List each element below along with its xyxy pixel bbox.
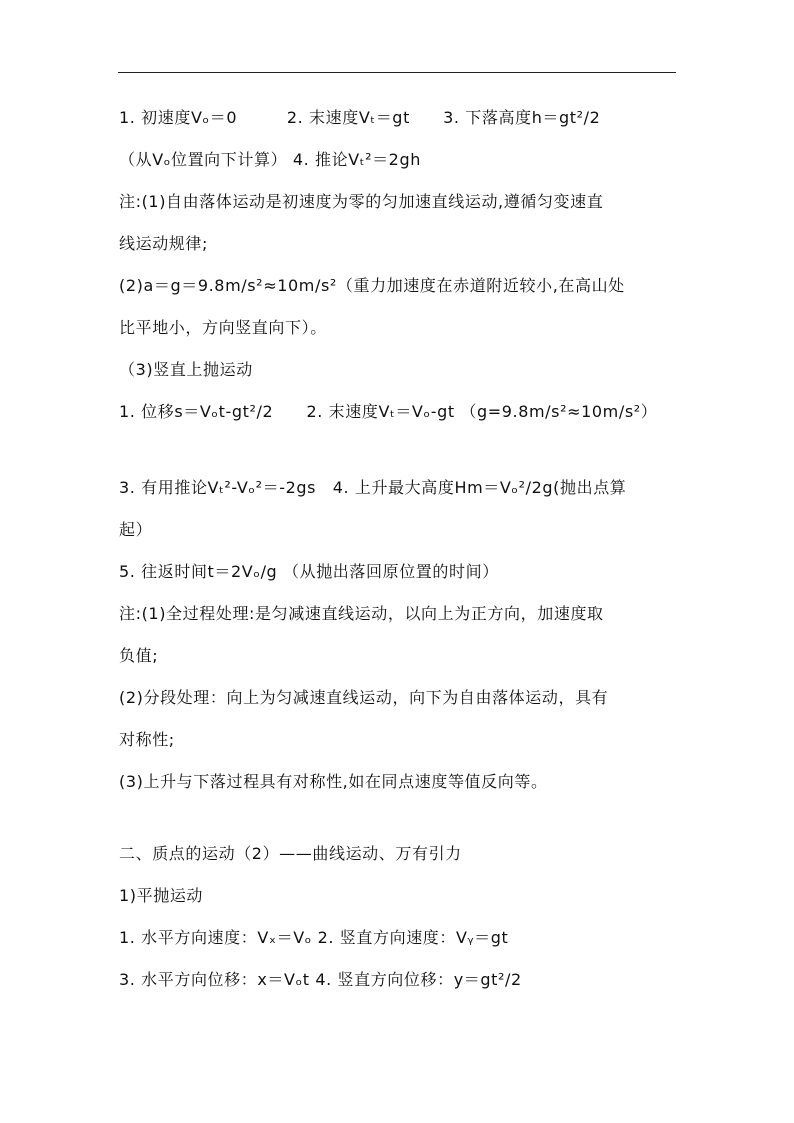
text-line-16: (3)上升与下落过程具有对称性,如在同点速度等值反向等。 [119, 772, 548, 791]
text-line-2: （从Vₒ位置向下计算） 4. 推论Vₜ²＝2gh [119, 150, 421, 169]
text-line-11: 5. 往返时间t＝2Vₒ/g （从抛出落回原位置的时间） [119, 562, 499, 581]
document-body [119, 97, 689, 1001]
text-line-19: 1. 水平方向速度：Vₓ＝Vₒ 2. 竖直方向速度：Vᵧ＝gt [119, 928, 509, 947]
text-line-12: 注:(1)全过程处理:是匀减速直线运动，以向上为正方向，加速度取 [119, 604, 604, 623]
text-line-7: （3)竖直上抛运动 [119, 360, 253, 379]
text-line-3: 注:(1)自由落体运动是初速度为零的匀加速直线运动,遵循匀变速直 [119, 192, 604, 211]
text-line-9: 3. 有用推论Vₜ²-Vₒ²＝-2gs 4. 上升最大高度Hm＝Vₒ²/2g(抛出点算 [119, 478, 627, 497]
paragraph-gap [119, 803, 689, 833]
text-line-1: 1. 初速度Vₒ＝0 2. 末速度Vₜ＝gt 3. 下落高度h＝gt²/2 [119, 108, 601, 127]
text-line-8: 1. 位移s＝Vₒt-gt²/2 2. 末速度Vₜ＝Vₒ-gt （g=9.8m/s²≈10m/s²） [119, 402, 658, 421]
text-line-13: 负值; [119, 646, 159, 665]
text-line-5: (2)a＝g＝9.8m/s²≈10m/s²（重力加速度在赤道附近较小,在高山处 [119, 276, 625, 295]
section-heading: 二、质点的运动（2）——曲线运动、万有引力 [119, 844, 462, 863]
text-line-4: 线运动规律; [119, 234, 208, 253]
text-line-20: 3. 水平方向位移：x＝Vₒt 4. 竖直方向位移：y＝gt²/2 [119, 970, 522, 989]
text-line-18: 1)平抛运动 [119, 886, 204, 905]
text-line-14: (2)分段处理：向上为匀减速直线运动，向下为自由落体运动，具有 [119, 688, 609, 707]
text-line-15: 对称性; [119, 730, 175, 749]
text-line-10: 起） [119, 520, 153, 539]
text-line-6: 比平地小，方向竖直向下）。 [119, 318, 327, 337]
paragraph-gap [119, 433, 689, 467]
header-rule [118, 72, 676, 73]
